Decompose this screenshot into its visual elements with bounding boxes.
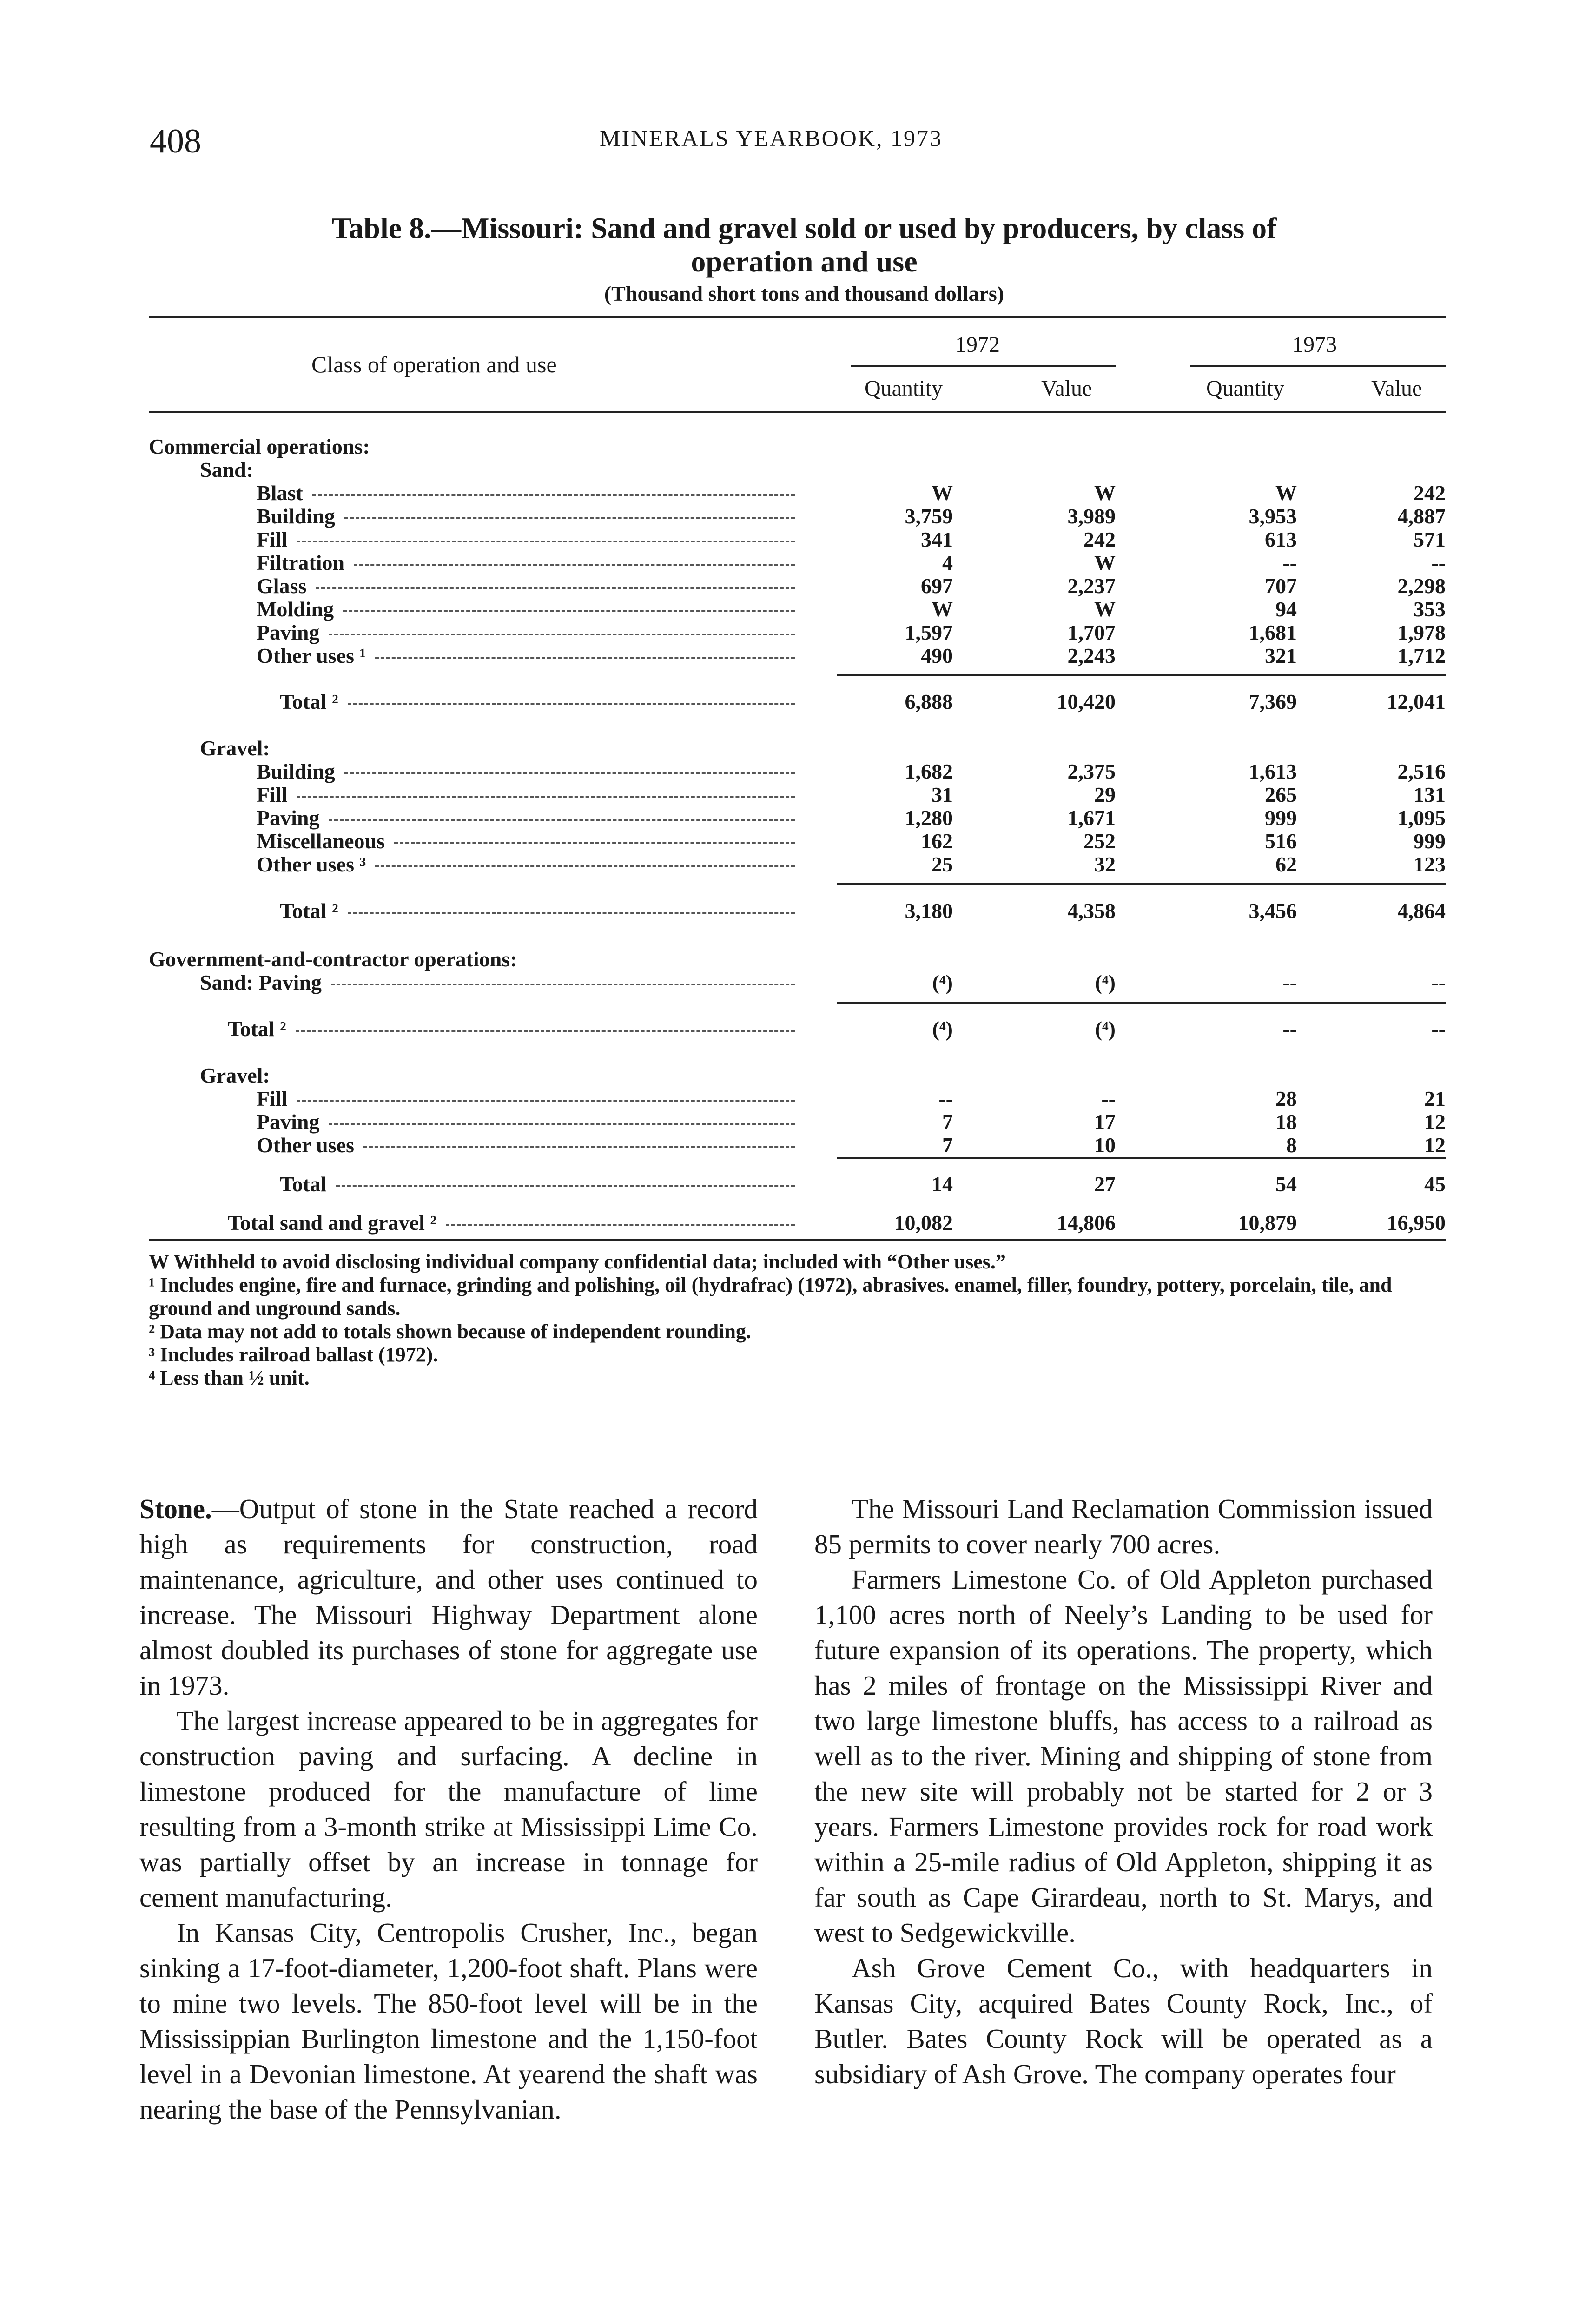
table-cell: 4,864 — [1397, 899, 1446, 923]
row-label: Paving — [257, 806, 320, 830]
dot-leader — [336, 1185, 795, 1187]
table-row — [0, 1110, 1579, 1136]
row-label: Sand: Paving — [200, 971, 322, 994]
table-cell: -- — [1431, 1017, 1446, 1041]
dot-leader — [344, 772, 795, 774]
table-cell: 1,095 — [1397, 806, 1446, 830]
row-label: Gravel: — [200, 736, 270, 760]
dot-leader — [329, 634, 795, 635]
table-cell: 2,298 — [1397, 574, 1446, 598]
table-cell: 697 — [921, 574, 953, 598]
table-cell: 16,950 — [1387, 1211, 1446, 1235]
table-cell: 123 — [1414, 852, 1446, 876]
subheader-value-1973: Value — [1371, 376, 1422, 401]
table-row — [0, 947, 1579, 973]
table-cell: 999 — [1414, 829, 1446, 853]
table-title — [149, 211, 1460, 278]
total-rule — [837, 1002, 1446, 1004]
dot-leader — [329, 819, 795, 821]
row-label: Commercial operations: — [149, 435, 370, 458]
table-row — [0, 597, 1579, 623]
table-cell: 341 — [921, 528, 953, 551]
row-label: Building — [257, 759, 335, 783]
table-cell: -- — [1282, 1017, 1297, 1041]
dot-leader — [297, 1100, 795, 1102]
table-cell: -- — [1282, 971, 1297, 994]
table-cell: 1,978 — [1397, 621, 1446, 644]
table-cell: 27 — [1094, 1172, 1116, 1196]
table-cell: -- — [1282, 551, 1297, 574]
subheader-value-1972: Value — [1041, 376, 1092, 401]
row-label: Other uses ³ — [257, 852, 366, 876]
table-cell: 265 — [1265, 783, 1297, 806]
table-cell: 62 — [1275, 852, 1297, 876]
table-cell: 21 — [1424, 1087, 1446, 1110]
table-row — [0, 971, 1579, 997]
table-row — [0, 481, 1579, 507]
table-cell: 7 — [942, 1133, 953, 1157]
year-1972-rule — [851, 365, 1116, 367]
table-cell: 1,280 — [905, 806, 953, 830]
table-cell: 7,369 — [1249, 690, 1297, 713]
stub-column-header: Class of operation and use — [311, 351, 557, 377]
table-cell: 29 — [1094, 783, 1116, 806]
table-cell: 17 — [1094, 1110, 1116, 1134]
table-row — [0, 551, 1579, 577]
dot-leader — [363, 1146, 795, 1148]
dot-leader — [354, 564, 795, 566]
table-cell: 4 — [942, 551, 953, 574]
table-row — [0, 1211, 1579, 1237]
table-cell: 353 — [1414, 597, 1446, 621]
table-cell: 242 — [1414, 481, 1446, 505]
table-cell: 45 — [1424, 1172, 1446, 1196]
table-row — [0, 1017, 1579, 1043]
row-label: Fill — [257, 528, 288, 551]
table-footnotes — [149, 1250, 1446, 1390]
table-cell: W — [1275, 481, 1297, 505]
table-cell: 54 — [1275, 1172, 1297, 1196]
dot-leader — [375, 865, 795, 867]
page-number: 408 — [150, 122, 201, 160]
row-label: Fill — [257, 783, 288, 806]
table-row — [0, 829, 1579, 855]
table-cell: 321 — [1265, 644, 1297, 667]
table-cell: 14 — [932, 1172, 953, 1196]
table-cell: 2,516 — [1397, 759, 1446, 783]
table-cell: 14,806 — [1057, 1211, 1116, 1235]
row-label: Paving — [257, 1110, 320, 1134]
row-label: Filtration — [257, 551, 345, 574]
table-cell: 162 — [921, 829, 953, 853]
paragraph: In Kansas City, Centropolis Crusher, Inc., began sinking a 17-foot-diameter, 1,200-foot shaft. Plans were to mine two levels. The 850-foot level will be in the Mississippian Burlington limestone and the 1,150-foot level in a Devonian limestone. At yearend the shaft was nearing the base of the Pennsylvanian. — [139, 1917, 758, 2125]
table-cell: 12 — [1424, 1133, 1446, 1157]
table-cell: W — [932, 597, 953, 621]
table-cell: 2,375 — [1067, 759, 1116, 783]
table-cell: 571 — [1414, 528, 1446, 551]
dot-leader — [329, 1123, 795, 1125]
paragraph: Stone.—Output of stone in the State reached a record high as requirements for construction, road maintenance, agriculture, and other uses continued to increase. The Missouri Highway Department alone almost doubled its purchases of stone for aggregate use in 1973. — [139, 1493, 758, 1701]
table-cell: 7 — [942, 1110, 953, 1134]
table-cell: W — [932, 481, 953, 505]
table-top-rule — [149, 316, 1446, 318]
text-column-left — [139, 1491, 758, 2127]
table-cell: 8 — [1286, 1133, 1297, 1157]
table-cell: 1,671 — [1067, 806, 1116, 830]
subheader-quantity-1973: Quantity — [1206, 376, 1284, 401]
dot-leader — [312, 494, 795, 496]
table-title-line-1: Table 8.—Missouri: Sand and gravel sold or used by producers, by class of — [331, 211, 1277, 244]
running-head: MINERALS YEARBOOK, 1973 — [600, 125, 943, 151]
table-cell: W — [1094, 551, 1116, 574]
table-cell: 1,597 — [905, 621, 953, 644]
table-units: (Thousand short tons and thousand dollars) — [604, 282, 1004, 305]
table-cell: 3,456 — [1249, 899, 1297, 923]
table-cell: 3,953 — [1249, 504, 1297, 528]
footnote-w: W Withheld to avoid disclosing individual company confidential data; included with “Other uses.” — [149, 1250, 1006, 1273]
footnote-1: ¹ Includes engine, fire and furnace, grinding and polishing, oil (hydrafrac) (1972), abrasives. enamel, filler, foundry, pottery, porcelain, tile, and ground and unground sands. — [149, 1274, 1392, 1320]
table-cell: (⁴) — [1095, 971, 1116, 994]
row-label: Total ² — [280, 899, 338, 923]
row-label: Molding — [257, 597, 334, 621]
table-cell: 18 — [1275, 1110, 1297, 1134]
table-cell: 12 — [1424, 1110, 1446, 1134]
row-label: Total ² — [228, 1017, 286, 1041]
table-cell: 3,180 — [905, 899, 953, 923]
text-column-right — [814, 1491, 1433, 2092]
table-cell: 4,358 — [1067, 899, 1116, 923]
table-cell: (⁴) — [932, 971, 953, 994]
table-row — [0, 621, 1579, 647]
table-cell: -- — [1431, 971, 1446, 994]
table-row — [0, 1087, 1579, 1113]
paragraph: The largest increase appeared to be in aggregates for construction paving and surfacing. A decline in limestone produced for the manufacture of lime resulting from a 3-month strike at Mississippi Lime Co. was partially offset by an increase in tonnage for cement manufacturing. — [139, 1705, 758, 1913]
row-label: Building — [257, 504, 335, 528]
table-row — [0, 504, 1579, 530]
table-row — [0, 574, 1579, 600]
table-cell: 490 — [921, 644, 953, 667]
table-cell: 6,888 — [905, 690, 953, 713]
table-row — [0, 1172, 1579, 1198]
footnote-4: ⁴ Less than ½ unit. — [149, 1367, 310, 1389]
table-title-line-2: operation and use — [691, 245, 918, 278]
year-1973-rule — [1190, 365, 1446, 367]
table-cell: W — [1094, 597, 1116, 621]
table-row — [0, 435, 1579, 461]
footnote-3: ³ Includes railroad ballast (1972). — [149, 1343, 438, 1366]
table-row — [0, 783, 1579, 809]
table-cell: 1,707 — [1067, 621, 1116, 644]
row-label: Government-and-contractor operations: — [149, 947, 517, 971]
table-row — [0, 644, 1579, 670]
dot-leader — [375, 657, 795, 659]
table-cell: W — [1094, 481, 1116, 505]
row-label: Miscellaneous — [257, 829, 385, 853]
table-row — [0, 1063, 1579, 1089]
table-row — [0, 528, 1579, 554]
subheader-quantity-1972: Quantity — [865, 376, 943, 401]
table-cell: 707 — [1265, 574, 1297, 598]
dot-leader — [343, 610, 795, 612]
table-cell: 1,681 — [1249, 621, 1297, 644]
dot-leader — [296, 1030, 795, 1032]
table-row — [0, 690, 1579, 716]
dot-leader — [331, 984, 795, 985]
table-cell: 25 — [932, 852, 953, 876]
row-label: Blast — [257, 481, 303, 505]
row-label: Sand: — [200, 458, 254, 482]
dot-leader — [297, 796, 795, 798]
dot-leader — [348, 912, 795, 914]
row-label: Total — [280, 1172, 327, 1196]
table-cell: 999 — [1265, 806, 1297, 830]
table-cell: 31 — [932, 783, 953, 806]
year-header-1972: 1972 — [955, 332, 1000, 357]
table-cell: -- — [1431, 551, 1446, 574]
section-heading: Stone. — [139, 1493, 212, 1524]
table-cell: 1,613 — [1249, 759, 1297, 783]
table-cell: 10 — [1094, 1133, 1116, 1157]
table-row — [0, 806, 1579, 832]
table-cell: 252 — [1083, 829, 1116, 853]
paragraph: Ash Grove Cement Co., with headquarters in Kansas City, acquired Bates County Rock, Inc., of Butler. Bates County Rock will be operated as a subsidiary of Ash Grove. The company operates four — [814, 1953, 1433, 2089]
table-cell: -- — [938, 1087, 953, 1110]
row-label: Paving — [257, 621, 320, 644]
table-cell: 3,989 — [1067, 504, 1116, 528]
dot-leader — [348, 703, 795, 705]
row-label: Total sand and gravel ² — [228, 1211, 437, 1235]
dot-leader — [394, 842, 795, 844]
table-cell: 10,082 — [894, 1211, 953, 1235]
table-cell: 1,682 — [905, 759, 953, 783]
table-cell: 516 — [1265, 829, 1297, 853]
dot-leader — [297, 541, 795, 542]
table-cell: 242 — [1083, 528, 1116, 551]
table-row — [0, 759, 1579, 786]
dot-leader — [344, 517, 795, 519]
row-label: Fill — [257, 1087, 288, 1110]
table-header-rule — [149, 411, 1446, 413]
row-label: Other uses — [257, 1133, 354, 1157]
year-header-1973: 1973 — [1292, 332, 1337, 357]
total-rule — [837, 883, 1446, 885]
total-rule — [837, 1157, 1446, 1159]
dot-leader — [316, 587, 795, 589]
table-row — [0, 1133, 1579, 1159]
table-cell: (⁴) — [932, 1017, 953, 1041]
table-cell: 4,887 — [1397, 504, 1446, 528]
table-cell: (⁴) — [1095, 1017, 1116, 1041]
table-cell: 2,237 — [1067, 574, 1116, 598]
table-row — [0, 458, 1579, 484]
total-rule — [837, 674, 1446, 676]
paragraph: The Missouri Land Reclamation Commission issued 85 permits to cover nearly 700 acres. — [814, 1493, 1433, 1559]
table-cell: 131 — [1414, 783, 1446, 806]
row-label: Gravel: — [200, 1063, 270, 1087]
row-label: Total ² — [280, 690, 338, 713]
table-cell: 94 — [1275, 597, 1297, 621]
paragraph: Farmers Limestone Co. of Old Appleton purchased 1,100 acres north of Neely’s Landing to be used for future expansion of its operations. The property, which has 2 miles of frontage on the Mississippi River and two large limestone bluffs, has access to a railroad as well as to the river. Mining and shipping of stone from the new site will probably not be started for 2 or 3 years. Farmers Limestone provides rock for road work within a 25-mile radius of Old Appleton, shipping it as far south as Cape Girardeau, north to St. Marys, and west to Sedgewickville. — [814, 1564, 1433, 1948]
dot-leader — [446, 1224, 795, 1226]
table-cell: 12,041 — [1387, 690, 1446, 713]
table-row — [0, 736, 1579, 762]
table-cell: 1,712 — [1397, 644, 1446, 667]
table-cell: 3,759 — [905, 504, 953, 528]
table-cell: 32 — [1094, 852, 1116, 876]
table-cell: 10,420 — [1057, 690, 1116, 713]
table-cell: 10,879 — [1238, 1211, 1297, 1235]
table-cell: 613 — [1265, 528, 1297, 551]
row-label: Glass — [257, 574, 307, 598]
row-label: Other uses ¹ — [257, 644, 366, 667]
footnote-2: ² Data may not add to totals shown because of independent rounding. — [149, 1320, 751, 1343]
table-cell: -- — [1101, 1087, 1116, 1110]
table-bottom-rule — [149, 1239, 1446, 1241]
table-cell: 28 — [1275, 1087, 1297, 1110]
table-cell: 2,243 — [1067, 644, 1116, 667]
table-row — [0, 899, 1579, 925]
table-row — [0, 852, 1579, 878]
